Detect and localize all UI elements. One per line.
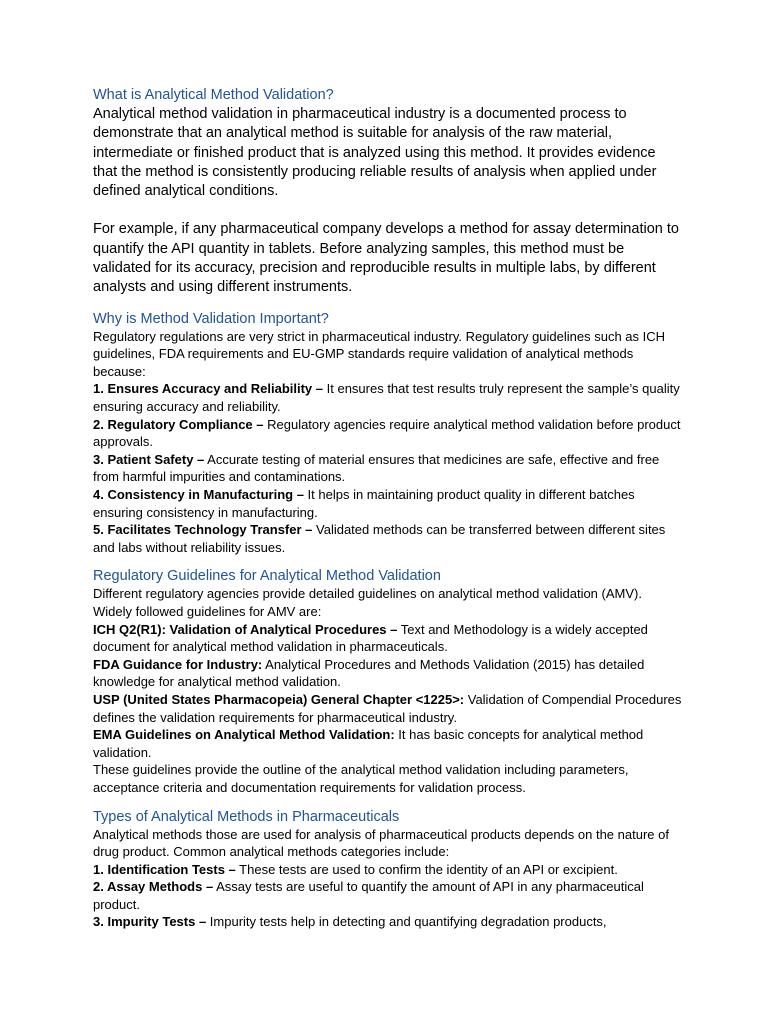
list-item-importance-5 (93, 521, 683, 556)
document-page (93, 86, 683, 931)
list-item-method-3 (93, 913, 683, 931)
list-item-text: Validation of Compendial Procedures defines the validation requirements for pharmaceutical industry. (93, 691, 682, 725)
list-item-term: USP (United States Pharmacopeia) General Chapter <1225>: (93, 691, 465, 707)
paragraph-guidelines-outro: These guidelines provide the outline of the analytical method validation including parameters, acceptance criteria and documentation requirements for validation process. (93, 762, 629, 795)
list-item-text: It ensures that test results truly represent the sample’s quality ensuring accuracy and reliability. (93, 381, 680, 415)
list-item-importance-2 (93, 416, 683, 451)
paragraph-example: For example, if any pharmaceutical company develops a method for assay determination to quantify the API quantity in tablets. Before analyzing samples, this method must be validated for its accuracy, precision and reproducible results in multiple labs, by different analysts and using different instruments. (93, 221, 679, 296)
list-item-term: 2. Regulatory Compliance – (93, 416, 264, 432)
list-item-method-1 (93, 861, 683, 879)
heading-what-is-amv: What is Analytical Method Validation? (93, 87, 334, 103)
list-item-importance-4 (93, 486, 683, 521)
list-item-term: 3. Impurity Tests – (93, 914, 207, 930)
list-item-term: 4. Consistency in Manufacturing – (93, 487, 304, 503)
list-item-term: 5. Facilitates Technology Transfer – (93, 522, 313, 538)
paragraph-why-intro: Regulatory regulations are very strict in pharmaceutical industry. Regulatory guidelines such as ICH guidelines, FDA requirements and EU-GMP standards require validation of analytical methods because: (93, 328, 666, 379)
paragraph-guidelines-intro: Different regulatory agencies provide detailed guidelines on analytical method validation (AMV). Widely followed guidelines for AMV are: (93, 586, 642, 619)
list-item-text: Assay tests are useful to quantify the amount of API in any pharmaceutical product. (93, 879, 644, 912)
list-item-guideline-usp (93, 691, 683, 726)
list-item-guideline-ich (93, 621, 683, 656)
list-item-text: It helps in maintaining product quality in different batches ensuring consistency in manufacturing. (93, 487, 635, 520)
list-item-term: 1. Ensures Accuracy and Reliability – (93, 381, 324, 397)
paragraph-types-intro: Analytical methods those are used for analysis of pharmaceutical products depends on the nature of drug product. Common analytical methods categories include: (93, 826, 669, 860)
list-item-text: It has basic concepts for analytical method validation. (93, 727, 644, 760)
list-item-importance-3 (93, 451, 683, 486)
list-item-importance-1 (93, 380, 683, 415)
heading-types-of-methods: Types of Analytical Methods in Pharmaceuticals (93, 808, 400, 825)
list-item-text: Analytical Procedures and Methods Validation (2015) has detailed knowledge for analytical method validation. (93, 656, 645, 690)
list-item-text: Validated methods can be transferred between different sites and labs without reliability issues. (93, 522, 666, 555)
list-item-term: FDA Guidance for Industry: (93, 656, 263, 672)
list-item-term: 3. Patient Safety – (93, 451, 205, 467)
list-item-term: EMA Guidelines on Analytical Method Validation: (93, 727, 395, 743)
paragraph-definition: Analytical method validation in pharmaceutical industry is a documented process to demonstrate that an analytical method is suitable for analysis of the raw material, intermediate or finished product that is analyzed using this method. It provides evidence that the method is consistently producing reliable results of analysis when applied under defined analytical conditions. (93, 106, 657, 200)
list-item-guideline-fda (93, 656, 683, 691)
heading-why-important: Why is Method Validation Important? (93, 310, 329, 327)
list-item-text: Impurity tests help in detecting and quantifying degradation products, (206, 914, 607, 930)
list-item-guideline-ema (93, 726, 683, 761)
heading-regulatory-guidelines: Regulatory Guidelines for Analytical Method Validation (93, 568, 441, 585)
list-item-term: 1. Identification Tests – (93, 861, 236, 877)
list-item-text: Accurate testing of material ensures that medicines are safe, effective and free from harmful impurities and contaminations. (93, 451, 660, 485)
list-item-text: Text and Methodology is a widely accepted document for analytical method validation in pharmaceuticals. (93, 621, 648, 655)
list-item-method-2 (93, 878, 683, 913)
list-item-text: Regulatory agencies require analytical method validation before product approvals. (93, 416, 681, 450)
list-item-term: ICH Q2(R1): Validation of Analytical Procedures – (93, 621, 398, 637)
list-item-text: These tests are used to confirm the identity of an API or excipient. (235, 861, 618, 877)
list-item-term: 2. Assay Methods – (93, 879, 214, 895)
